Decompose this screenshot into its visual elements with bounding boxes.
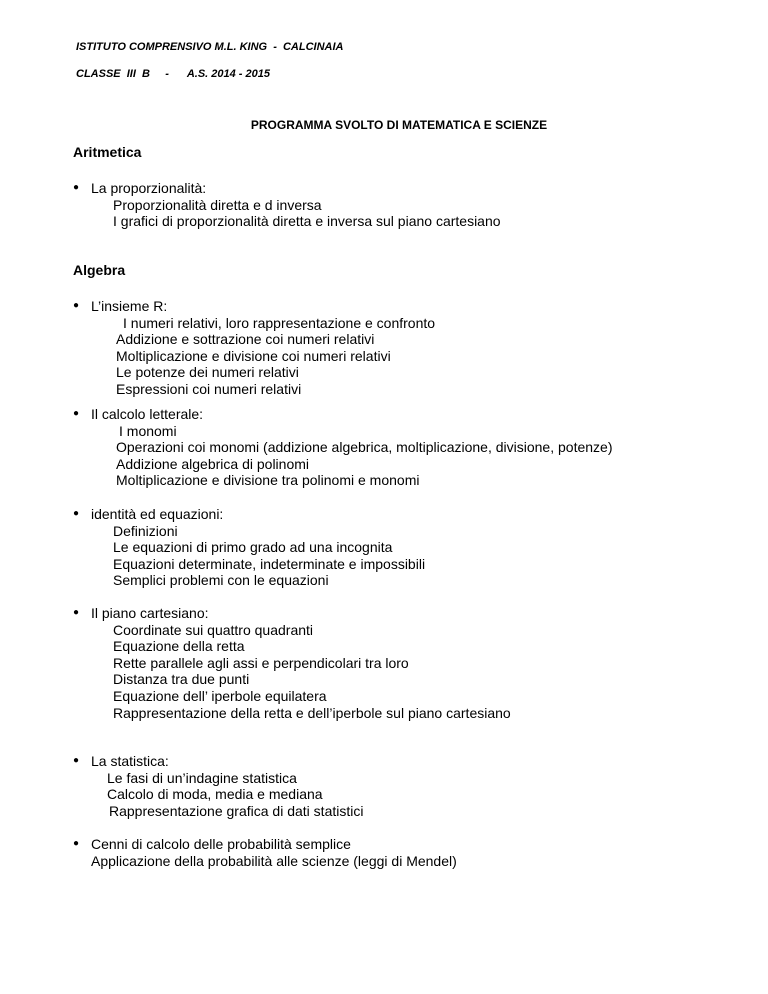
list-item-head-text: La proporzionalità: (91, 180, 207, 196)
list-item-sub: Rappresentazione della retta e dell’iperbole sul piano cartesiano (113, 704, 511, 721)
list-item-sub: Distanza tra due punti (113, 671, 250, 688)
list-item-sub: Semplici problemi con le equazioni (113, 572, 329, 589)
bullet-dot-icon: ● (73, 408, 80, 419)
list-item-head-text: Cenni di calcolo delle probabilità semplice (91, 836, 351, 852)
list-item-sub: Moltiplicazione e divisione coi numeri relativi (116, 347, 391, 364)
bullet-dot-icon: ● (73, 508, 80, 519)
list-item-sub: Definizioni (113, 522, 178, 539)
list-item-head-text: La statistica: (91, 753, 169, 769)
list-item (73, 605, 511, 721)
list-item-head-text: L’insieme R: (91, 298, 168, 314)
list-item-sub: I grafici di proporzionalità diretta e inversa sul piano cartesiano (113, 213, 501, 230)
list-item-sub: Equazione dell’ iperbole equilatera (113, 687, 327, 704)
list-item (73, 506, 425, 589)
list-item-head-text: Il calcolo letterale: (91, 406, 204, 422)
list-item-sub: Equazioni determinate, indeterminate e impossibili (113, 555, 426, 572)
list-item-sub: Addizione e sottrazione coi numeri relativi (116, 331, 375, 348)
list-item-head (73, 753, 363, 770)
list-item-sub: I numeri relativi, loro rappresentazione e confronto (123, 314, 436, 331)
bullet-dot-icon: ● (73, 300, 80, 311)
list-item (73, 753, 363, 819)
list-item-sub: Coordinate sui quattro quadranti (113, 621, 314, 638)
list-item-head (73, 298, 435, 315)
list-item-sub: I monomi (119, 422, 177, 439)
list-item (73, 180, 501, 230)
list-item-sub: Le fasi di un’indagine statistica (107, 769, 297, 786)
list-item-head (73, 406, 612, 423)
school-name: ISTITUTO COMPRENSIVO M.L. KING - CALCINAIA (76, 41, 344, 53)
list-item-sub: Le potenze dei numeri relativi (116, 364, 299, 381)
list-item-head (73, 180, 501, 197)
bullet-dot-icon: ● (73, 182, 80, 193)
section-heading-aritmetica: Aritmetica (73, 144, 142, 160)
list-item-head (73, 836, 457, 853)
list-item-sub: Applicazione della probabilità alle scienze (leggi di Mendel) (91, 852, 457, 869)
list-item-sub: Addizione algebrica di polinomi (116, 455, 310, 472)
list-item-sub: Calcolo di moda, media e mediana (107, 786, 323, 803)
list-item (73, 298, 435, 398)
list-item-sub: Rappresentazione grafica di dati statistici (109, 802, 364, 819)
list-item-head-text: Il piano cartesiano: (91, 605, 209, 621)
list-item-sub: Equazione della retta (113, 638, 245, 655)
bullet-dot-icon: ● (73, 838, 80, 849)
list-item-sub: Operazioni coi monomi (addizione algebrica, moltiplicazione, divisione, potenze) (116, 439, 613, 456)
document-title-text: PROGRAMMA SVOLTO DI MATEMATICA E SCIENZE (250, 118, 548, 132)
list-item-head (73, 506, 425, 523)
list-item-sub: Le equazioni di primo grado ad una incognita (113, 539, 393, 556)
section-heading-algebra: Algebra (73, 262, 126, 278)
bullet-dot-icon: ● (73, 755, 80, 766)
list-item-sub: Proporzionalità diretta e d inversa (113, 196, 322, 213)
list-item-head-text: identità ed equazioni: (91, 506, 224, 522)
bullet-dot-icon: ● (73, 607, 80, 618)
list-item-head (73, 605, 511, 622)
class-year-line: CLASSE III B - A.S. 2014 - 2015 (76, 68, 270, 80)
list-item-sub: Rette parallele agli assi e perpendicolari tra loro (113, 654, 409, 671)
document-title (0, 118, 768, 132)
list-item-sub: Espressioni coi numeri relativi (116, 380, 302, 397)
list-item (73, 836, 457, 869)
list-item-sub: Moltiplicazione e divisione tra polinomi e monomi (116, 472, 420, 489)
list-item (73, 406, 612, 489)
